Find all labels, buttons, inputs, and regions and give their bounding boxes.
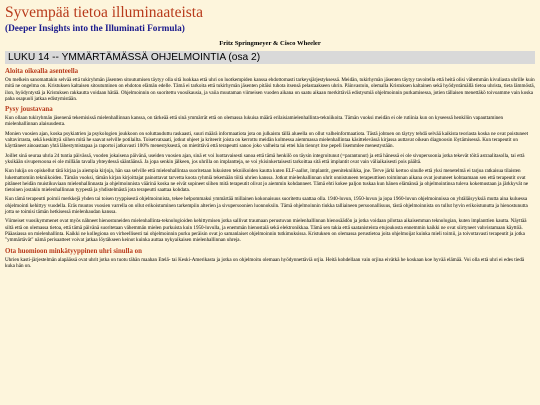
section-heading: Pysy joustavana bbox=[5, 106, 53, 114]
paragraph: Joillet sinä seuraa uhria 24 tuntia päivässä, vuoden jokaisena päivänä, useiden vuosien ajan, sinä et voi luottavaisesti sanoa että tämä henkilö on täysin integroitunut (=parantunut) ja että hänessä ei ole sivupersoonia jotka tekevät töitä astraalitasolla, tai että yksikään sivupersoona ei ole millään tavalla yhteydessä sääntäänsä. Ja jopa senkin jälkeen, jos uhrilla on implantteja, se voi ykisinkertaisesti tarkoittaa sitä että implantit ovat vain väliaikaisesti pois päältä. bbox=[5, 152, 525, 165]
section-victim-type bbox=[5, 247, 535, 270]
chapter-title: LUKU 14 -- YMMÄRTÄMÄSSÄ OHJELMOINTIA (osa 2) bbox=[5, 51, 535, 64]
paragraph: Viimeiset vuosikymmenet ovat myös nähneet hienostuneiden mielenhallinta-teknologioiden kehittymisen jotka sallivat traumaan perustuvan mielenhallinnan hienosäädön ja jotka voidaan pilottaa aikaisemman teknologian, kuten implanttien kautta. Näyttää siltä että on olemassa tietoa, että tämä päivänä suoritetaan vähemmän mielen purkuista kuin 1950-luvulla, ja enemmän hienostaiä sekä elektronikkaa. Tämä sen takia että saatanisteista etujoukosta ennemmin kaikki ne ovat siirtyneet vahvistamaan käyttöä. Pääasiassa on mielenhallinta. Kaikki ne kollegiona on virheellisesti tai ohjelmoinnin purku peräisin ovat jo samanlaiset ohjelmoinnin tutkimuksissa. Kristuksen on olemassa perustietoa joita ohjelmoijat kuinka mieli toimii, ja toivottavasti terapeutit ja jotka "ymmärtävät" nämä perisaatteet voivat jatkaa löytäkseen keinot kuinka auttaa nykyaikaisen mielenhallinnan uhreja. bbox=[5, 218, 527, 244]
section-attitude bbox=[5, 67, 535, 102]
paragraph: Uhrien kasti-järjestelmän alapäässä ovat uhrit jotka on tuotu tähän maahan Etelä- tai Keski-Amerikasta ja jotka on ohjelmoitu olemaan hyödynnettäviä orjia. Heitä kohdellaan vain orjina eivätkä he koskaan koe hyvää elämää. Voi olla että uhri ei edes tiedä kuka hän on. bbox=[5, 256, 525, 269]
site-subtitle: (Deeper Insights into the Illuminati Formula) bbox=[5, 24, 185, 34]
section-heading: Aloita oikealla asenteella bbox=[5, 68, 79, 75]
authors: Fritz Springmeyer & Cisco Wheeler bbox=[219, 40, 321, 47]
paragraph: Kun ollaan tukiryhmän jäsenenä tekemisissä mielenhallinnan kanssa, on tärkeää että sinä ymmärrät että on olemassa lukuisa määrä erilaisiamielenhallinta-tekniikoita. Tämän vuoksi meidän ei ole rutiinia kun on kyseessä henkilön vapauttaminen mielenhallinnan alaisuudesta. bbox=[5, 115, 504, 128]
section-flexible bbox=[5, 105, 535, 243]
section-heading: Ota huomioon minkätyyppinen uhri sinulla on bbox=[5, 247, 142, 255]
paragraph: Monien vuosien ajan, koska psykiatrien ja psykologien joukkoon on soluttauduttu raskaasti, suuri määrä informaatiota jota on julkaistu tällä alueella on ollut valheinformaatiota. Tästä johtuen on täytyy tehdä selvää kaikista teoriasta koska ne ovat poistuneet valtavirrasta, sekä keskittyä siihen mitä he saavat selville potilailta. Toisetvatsaati, jotkut ohjeet ja kriteerit joista on kerrottu meidän kolmessa aiemmassa mielenhallintaa käsittelevässä kirjassa auttavat oikean diagnoosin löytämisessä. Kun terapeutit on käyttäneet ainoastaan yhtä lähestymistapaa ja raportoi jatkuvasti 100% menestyksestä, on mietittävä että terapeutti sanoo joko valheita tai ettei hän tiennyt itse pepeli lisemmlee menestystään. bbox=[5, 130, 529, 150]
paragraph: Kun tämä terapeutti poimii merkkejä yhden tai toisen tyyppisestä ohjelmoinnista, tekee helpommaksi ymmärtää millainen kokonaisuus suoritettu saattaa olla. 1940-luvun, 1950-luvun ja jopa 1960-luvun ohjelmoinnissa on yhtäläisyyksiä mutta aina kuluessa ohjelmointi kehittyy vuodella. Eräs muutos vuosien varrella on ollut erikoistuminen tarkempiin alterien ja sivupersoonien luonnoksiin. Tämä ohjelmoinnin tiukka talliaineen persoonallisuus, tästä ohjelmoinnista on tullut hyvin erikoistunutta ja hienostunutta jotta se toimisi tämän hetkisessä mielenhaudan kanssa. bbox=[5, 196, 528, 216]
paragraph: Kun lukija on opiskellut tätä kirjaa ja aiempia kirjoja, hän saa selville että mielenhallintaa suoritetaan lukuisten tekniikoiden kautta kuten ELF-aallot, implantit, geenitekniikka, jne. Terve järki kertoo sinulle että yksi menetelmä ei tarjoa ratkaisua tilaisten lukemattomiin tekniikoiden. Tämän vuoksi, tämän kirjan kirjoittajat painottavat tarvetta koota ryhmiä tekemään töitä uhrien kanssa. Jotkut mielenhallinnan uhrit onnistuneen terapeuttisen toiminnan aikana ovat joutuneet kohtaamaan sen että terapeutit ovat pitäneet heidän muistikuviaan mielenhallinnasta ja ohjelmoinnista väärinä koska ne eivät sopineet siihen mitä terapeutit olivat jo aiemmin kohdanneet. Tämä ehti kokee paljon tuskaa kun hänen elämänsä ja ohjelmointinsa tuleva kokemustaan ja järkkyvät ne tietoinen jostakin mielenhallinnan tyypestä ja yhdistelmästä jota terapeutti saattaa kohdata. bbox=[5, 168, 529, 194]
paragraph: On melkein sanomattakin selvää että tukiryhmän jäsenten sitoutumisen täytyy olla sitä luokkaa että uhri on luotkempiden kanssa ehdottomasti tarkeysjärjestyksessä. Meidän, tukirhymän jäsenten täytyy tavoitella että heitä olisi vähemmän kivuliasta uhrille kuin mitä ne ongelma on. Kristuksen kaltaisen sitoutuminen on ehdoton elämän edelle. Tämä ei tarkoita että tukirhymän jäsenten pitäisi tuhota itsensä pelastaakseen uhrin. Päinvastoin, olemalla Kristuksen kaltainen sekä hyödyntämällä tietoa uhrista, tieta lämmöstä, ilon, hyödyntystä ja Kristuksen rakkautta voidaan hätää. Ohjelmoinnin on suoritettu vuosikausia, ja vaiia muutaman viimeisen vuoden aikana on saatu aikaan merkittäviä edistysmiä ohjelmoinnin purkamisessa, jotien tällaisen menettäkö toivoamme vain koska paha osapuoli jatkaa edistymistään. bbox=[5, 77, 535, 102]
site-title: Syvempää tietoa illuminaateista bbox=[5, 4, 203, 21]
